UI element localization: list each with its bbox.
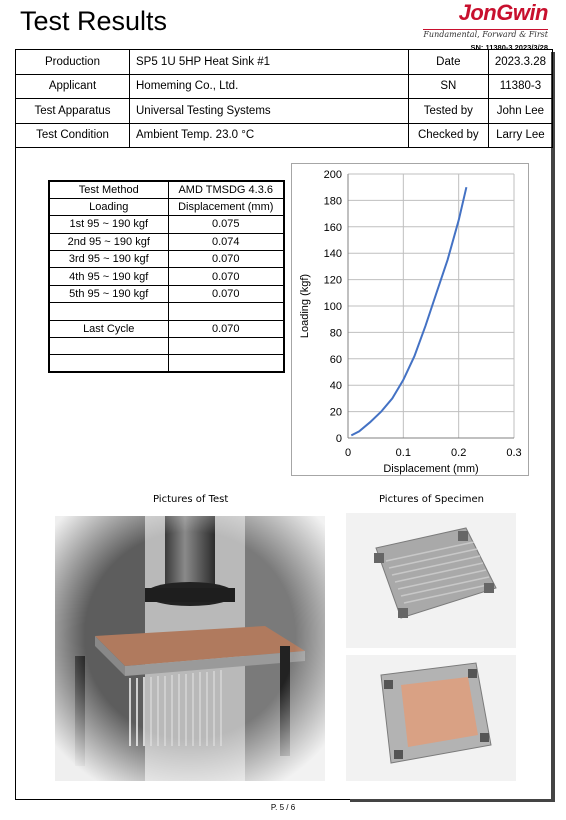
logo-serial: SN: 11380-3 2023/3/28 (470, 43, 548, 52)
info-row-condition (16, 123, 553, 148)
caption-test: Pictures of Test (153, 494, 229, 505)
table-row (49, 355, 284, 372)
date-label: Date (408, 50, 488, 75)
frame-shadow-bottom (350, 799, 555, 802)
test-photo (55, 516, 325, 781)
company-logo (398, 2, 548, 52)
loading-cell: 3rd 95 ~ 190 kgf (49, 251, 168, 268)
y-tick-label: 20 (329, 406, 342, 419)
method-label: Test Method (49, 181, 168, 198)
results-table (48, 180, 285, 373)
y-tick-label: 180 (323, 195, 342, 208)
loading-header: Loading (49, 198, 168, 215)
sn-value: 11380-3 (488, 74, 552, 99)
chart-svg (292, 164, 530, 477)
displacement-cell: 0.074 (168, 233, 284, 250)
specimen-photo-top (346, 513, 516, 648)
loading-cell: 1st 95 ~ 190 kgf (49, 216, 168, 233)
logo-brand: JonGwin (458, 0, 548, 25)
y-tick-label: 200 (323, 169, 342, 181)
x-tick-label: 0.3 (506, 447, 522, 459)
logo-tagline: Fundamental, Forward & First (423, 30, 548, 39)
method-row (49, 181, 284, 198)
condition-label: Test Condition (16, 123, 130, 148)
displacement-cell: 0.070 (168, 320, 284, 337)
y-tick-label: 140 (323, 248, 342, 261)
loading-cell (49, 303, 168, 320)
specimen-photo-top-graphic (346, 513, 516, 648)
load-displacement-chart (291, 163, 529, 476)
applicant-value: Homeming Co., Ltd. (130, 74, 409, 99)
data-series-line (351, 187, 466, 435)
tested-by-value: John Lee (488, 99, 552, 124)
x-tick-label: 0.1 (395, 447, 411, 459)
y-tick-label: 60 (329, 353, 342, 366)
loading-cell (49, 338, 168, 355)
displacement-cell (168, 303, 284, 320)
displacement-header: Displacement (mm) (168, 198, 284, 215)
x-tick-label: 0.2 (451, 447, 467, 459)
table-row (49, 268, 284, 285)
table-row (49, 303, 284, 320)
table-row (49, 338, 284, 355)
table-row (49, 216, 284, 233)
loading-cell: 5th 95 ~ 190 kgf (49, 285, 168, 302)
info-row-applicant (16, 74, 553, 99)
displacement-cell (168, 338, 284, 355)
results-header-row (49, 198, 284, 215)
tested-by-label: Tested by (408, 99, 488, 124)
displacement-cell: 0.070 (168, 251, 284, 268)
page-title: Test Results (20, 6, 168, 36)
displacement-cell: 0.070 (168, 268, 284, 285)
displacement-cell: 0.075 (168, 216, 284, 233)
specimen-photo-bottom-graphic (346, 655, 516, 781)
specimen-photo-bottom (346, 655, 516, 781)
y-tick-label: 40 (329, 380, 342, 393)
loading-cell: Last Cycle (49, 320, 168, 337)
caption-specimen: Pictures of Specimen (379, 494, 484, 505)
displacement-cell (168, 355, 284, 372)
production-label: Production (16, 50, 130, 75)
method-value: AMD TMSDG 4.3.6 (168, 181, 284, 198)
checked-by-value: Larry Lee (488, 123, 552, 148)
loading-cell (49, 355, 168, 372)
table-row (49, 233, 284, 250)
y-tick-label: 80 (329, 327, 342, 340)
displacement-cell: 0.070 (168, 285, 284, 302)
y-tick-label: 0 (335, 433, 342, 445)
table-row (49, 251, 284, 268)
info-table (15, 49, 553, 148)
apparatus-value: Universal Testing Systems (130, 99, 409, 124)
y-tick-label: 160 (323, 221, 342, 234)
sn-label: SN (408, 74, 488, 99)
y-axis-label: Loading (kgf) (299, 273, 311, 339)
frame-shadow-right (551, 52, 555, 802)
apparatus-label: Test Apparatus (16, 99, 130, 124)
table-row (49, 320, 284, 337)
test-photo-graphic (55, 516, 325, 781)
y-tick-label: 120 (323, 274, 342, 287)
loading-cell: 2nd 95 ~ 190 kgf (49, 233, 168, 250)
info-row-production (16, 50, 553, 75)
table-row (49, 285, 284, 302)
loading-cell: 4th 95 ~ 190 kgf (49, 268, 168, 285)
condition-value: Ambient Temp. 23.0 °C (130, 123, 409, 148)
applicant-label: Applicant (16, 74, 130, 99)
checked-by-label: Checked by (408, 123, 488, 148)
info-row-apparatus (16, 99, 553, 124)
page-number: P. 5 / 6 (270, 803, 296, 812)
x-tick-label: 0 (344, 447, 352, 459)
production-value: SP5 1U 5HP Heat Sink #1 (130, 50, 409, 75)
date-value: 2023.3.28 (488, 50, 552, 75)
y-tick-label: 100 (323, 301, 342, 313)
x-axis-label: Displacement (mm) (383, 463, 479, 475)
